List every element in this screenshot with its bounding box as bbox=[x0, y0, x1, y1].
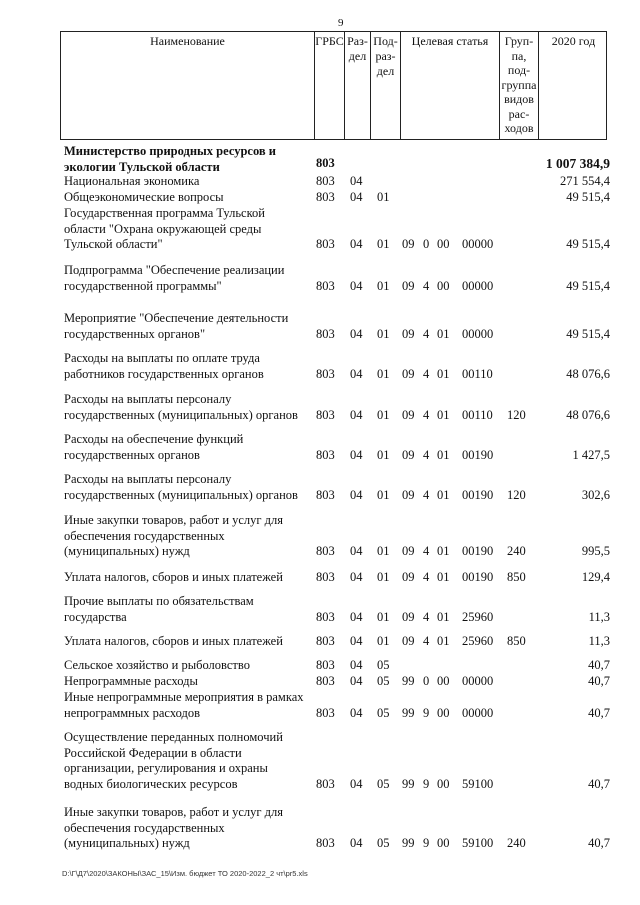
cell-name: Расходы на выплаты персоналу государственных (муниципальных) органов bbox=[64, 472, 298, 502]
cell-target-subprogram: 9 bbox=[423, 776, 430, 791]
cell-target-subprogram: 4 bbox=[423, 326, 430, 341]
cell-razdel: 04 bbox=[350, 544, 363, 558]
cell-target-event: 01 bbox=[437, 634, 450, 648]
cell-name: Министерство природных ресурсов и экологии Тульской области bbox=[64, 144, 276, 174]
cell-target-event: 01 bbox=[437, 326, 450, 341]
cell-amount: 40,7 bbox=[588, 658, 610, 672]
cell-podrazdel: 05 bbox=[377, 705, 390, 720]
cell-target-event: 01 bbox=[437, 487, 450, 502]
cell-target-event: 01 bbox=[437, 570, 450, 584]
cell-name: Подпрограмма "Обеспечение реализации государственной программы" bbox=[64, 263, 285, 293]
cell-amount: 49 515,4 bbox=[566, 326, 610, 341]
cell-amount: 49 515,4 bbox=[566, 190, 610, 204]
cell-name: Иные закупки товаров, работ и услуг для обеспечения государственных (муниципальных) нужд bbox=[64, 513, 284, 558]
cell-expense-type: 240 bbox=[507, 544, 526, 558]
cell-amount: 271 554,4 bbox=[560, 174, 610, 188]
cell-target-event: 00 bbox=[437, 776, 450, 791]
cell-target-direction: 00110 bbox=[462, 407, 493, 422]
cell-podrazdel: 01 bbox=[377, 447, 390, 462]
cell-target-event: 01 bbox=[437, 544, 450, 558]
cell-target-subprogram: 4 bbox=[423, 634, 430, 648]
cell-razdel: 04 bbox=[350, 836, 363, 850]
cell-razdel: 04 bbox=[350, 326, 363, 341]
cell-grbs: 803 bbox=[316, 366, 335, 381]
cell-amount: 49 515,4 bbox=[566, 237, 610, 251]
cell-target-subprogram: 4 bbox=[423, 407, 430, 422]
cell-target-event: 00 bbox=[437, 705, 450, 720]
cell-expense-type: 120 bbox=[507, 487, 526, 502]
cell-name: Иные непрограммные мероприятия в рамках непрограммных расходов bbox=[64, 690, 304, 720]
cell-razdel: 04 bbox=[350, 487, 363, 502]
cell-podrazdel: 05 bbox=[377, 776, 390, 791]
cell-name: Национальная экономика bbox=[64, 174, 200, 188]
cell-amount: 40,7 bbox=[588, 705, 610, 720]
cell-razdel: 04 bbox=[350, 278, 363, 293]
cell-name: Расходы на обеспечение функций государственных органов bbox=[64, 432, 244, 462]
cell-target-direction: 59100 bbox=[462, 836, 494, 850]
cell-grbs: 803 bbox=[316, 658, 335, 672]
cell-podrazdel: 01 bbox=[377, 487, 390, 502]
cell-amount: 995,5 bbox=[581, 544, 610, 558]
header-grbs: ГРБС bbox=[314, 32, 344, 139]
cell-grbs: 803 bbox=[316, 836, 335, 850]
cell-grbs: 803 bbox=[316, 776, 335, 791]
cell-grbs: 803 bbox=[316, 174, 335, 188]
cell-razdel: 04 bbox=[350, 658, 363, 672]
cell-amount: 48 076,6 bbox=[566, 407, 610, 422]
header-target: Целевая статья bbox=[400, 32, 499, 139]
cell-amount: 40,7 bbox=[588, 674, 610, 688]
cell-razdel: 04 bbox=[350, 190, 363, 204]
cell-target-program: 99 bbox=[402, 776, 415, 791]
cell-name: Уплата налогов, сборов и иных платежей bbox=[64, 570, 283, 584]
header-razdel: Раз- дел bbox=[344, 32, 370, 139]
cell-grbs: 803 bbox=[316, 190, 335, 204]
cell-target-event: 00 bbox=[437, 674, 450, 688]
cell-expense-type: 850 bbox=[507, 570, 526, 584]
cell-target-program: 09 bbox=[402, 447, 415, 462]
header-group: Груп- па, под- группа видов рас- ходов bbox=[499, 32, 538, 139]
cell-name: Общеэкономические вопросы bbox=[64, 190, 224, 204]
cell-razdel: 04 bbox=[350, 705, 363, 720]
cell-podrazdel: 01 bbox=[377, 326, 390, 341]
cell-podrazdel: 01 bbox=[377, 544, 390, 558]
cell-amount: 129,4 bbox=[581, 570, 610, 584]
cell-podrazdel: 01 bbox=[377, 407, 390, 422]
header-podrazdel: Под- раз- дел bbox=[370, 32, 400, 139]
cell-target-program: 09 bbox=[402, 366, 415, 381]
cell-razdel: 04 bbox=[350, 609, 363, 624]
cell-grbs: 803 bbox=[316, 487, 335, 502]
cell-target-direction: 00190 bbox=[462, 487, 494, 502]
cell-target-subprogram: 4 bbox=[423, 278, 430, 293]
cell-target-event: 01 bbox=[437, 447, 450, 462]
cell-target-direction: 00190 bbox=[462, 447, 494, 462]
cell-razdel: 04 bbox=[350, 634, 363, 648]
cell-target-direction: 59100 bbox=[462, 776, 494, 791]
cell-razdel: 04 bbox=[350, 174, 363, 188]
cell-grbs: 803 bbox=[316, 155, 335, 170]
cell-name: Осуществление переданных полномочий Российской Федерации в области организации, регулирования и охраны водных биологических ресурсов bbox=[64, 730, 283, 791]
cell-target-event: 00 bbox=[437, 237, 450, 251]
cell-amount: 48 076,6 bbox=[566, 366, 610, 381]
cell-target-subprogram: 0 bbox=[423, 674, 430, 688]
cell-target-event: 01 bbox=[437, 609, 450, 624]
cell-razdel: 04 bbox=[350, 407, 363, 422]
cell-podrazdel: 05 bbox=[377, 836, 390, 850]
cell-target-direction: 00000 bbox=[462, 237, 494, 251]
cell-amount: 40,7 bbox=[588, 776, 610, 791]
cell-target-direction: 00190 bbox=[462, 544, 494, 558]
cell-podrazdel: 01 bbox=[377, 609, 390, 624]
cell-target-program: 99 bbox=[402, 674, 415, 688]
cell-target-event: 00 bbox=[437, 836, 450, 850]
cell-podrazdel: 01 bbox=[377, 278, 390, 293]
cell-razdel: 04 bbox=[350, 447, 363, 462]
cell-target-program: 09 bbox=[402, 237, 415, 251]
cell-target-program: 09 bbox=[402, 407, 415, 422]
cell-target-subprogram: 9 bbox=[423, 705, 430, 720]
cell-razdel: 04 bbox=[350, 776, 363, 791]
cell-target-subprogram: 4 bbox=[423, 609, 430, 624]
cell-target-program: 09 bbox=[402, 544, 415, 558]
cell-razdel: 04 bbox=[350, 237, 363, 251]
cell-target-event: 01 bbox=[437, 407, 450, 422]
cell-target-event: 01 bbox=[437, 366, 450, 381]
cell-target-event: 00 bbox=[437, 278, 450, 293]
cell-name: Сельское хозяйство и рыболовство bbox=[64, 658, 250, 672]
cell-amount: 11,3 bbox=[588, 609, 610, 624]
cell-target-direction: 00110 bbox=[462, 366, 493, 381]
cell-target-subprogram: 9 bbox=[423, 836, 430, 850]
cell-podrazdel: 01 bbox=[377, 634, 390, 648]
cell-target-subprogram: 4 bbox=[423, 447, 430, 462]
cell-podrazdel: 05 bbox=[377, 658, 390, 672]
cell-podrazdel: 05 bbox=[377, 674, 390, 688]
header-name: Наименование bbox=[150, 34, 225, 48]
cell-target-direction: 00000 bbox=[462, 705, 494, 720]
cell-grbs: 803 bbox=[316, 447, 335, 462]
cell-podrazdel: 01 bbox=[377, 570, 390, 584]
cell-podrazdel: 01 bbox=[377, 366, 390, 381]
cell-amount: 1 427,5 bbox=[572, 447, 610, 462]
cell-podrazdel: 01 bbox=[377, 190, 390, 204]
cell-grbs: 803 bbox=[316, 544, 335, 558]
cell-expense-type: 850 bbox=[507, 634, 526, 648]
cell-amount: 49 515,4 bbox=[566, 278, 610, 293]
file-path-footer: D:\Г\Д7\2020\ЗАКОНЫ\ЗАС_15\Изм. бюджет ТО 2020-2022_2 чт\pr5.xls bbox=[62, 869, 308, 878]
cell-razdel: 04 bbox=[350, 366, 363, 381]
cell-grbs: 803 bbox=[316, 705, 335, 720]
cell-target-program: 09 bbox=[402, 609, 415, 624]
cell-target-subprogram: 0 bbox=[423, 237, 430, 251]
cell-razdel: 04 bbox=[350, 570, 363, 584]
cell-amount: 40,7 bbox=[588, 836, 610, 850]
cell-name: Государственная программа Тульской области "Охрана окружающей среды Тульской области" bbox=[64, 206, 265, 251]
cell-target-subprogram: 4 bbox=[423, 487, 430, 502]
header-year: 2020 год bbox=[538, 32, 608, 139]
cell-target-direction: 00000 bbox=[462, 278, 494, 293]
cell-amount: 1 007 384,9 bbox=[545, 155, 610, 171]
page-number: 9 bbox=[338, 17, 344, 29]
cell-target-direction: 00000 bbox=[462, 674, 494, 688]
cell-expense-type: 240 bbox=[507, 836, 526, 850]
cell-target-direction: 25960 bbox=[462, 609, 494, 624]
cell-grbs: 803 bbox=[316, 237, 335, 251]
cell-grbs: 803 bbox=[316, 326, 335, 341]
cell-target-direction: 00190 bbox=[462, 570, 494, 584]
cell-target-program: 09 bbox=[402, 570, 415, 584]
cell-name: Непрограммные расходы bbox=[64, 674, 198, 688]
cell-name: Мероприятие "Обеспечение деятельности государственных органов" bbox=[64, 311, 289, 341]
cell-target-subprogram: 4 bbox=[423, 544, 430, 558]
cell-grbs: 803 bbox=[316, 609, 335, 624]
cell-name: Иные закупки товаров, работ и услуг для обеспечения государственных (муниципальных) нужд bbox=[64, 805, 284, 850]
cell-name: Уплата налогов, сборов и иных платежей bbox=[64, 634, 283, 648]
cell-grbs: 803 bbox=[316, 407, 335, 422]
cell-grbs: 803 bbox=[316, 674, 335, 688]
cell-target-subprogram: 4 bbox=[423, 366, 430, 381]
cell-target-program: 09 bbox=[402, 634, 415, 648]
cell-razdel: 04 bbox=[350, 674, 363, 688]
cell-target-subprogram: 4 bbox=[423, 570, 430, 584]
cell-expense-type: 120 bbox=[507, 407, 526, 422]
cell-target-program: 09 bbox=[402, 278, 415, 293]
cell-target-program: 99 bbox=[402, 705, 415, 720]
cell-amount: 11,3 bbox=[588, 634, 610, 648]
cell-target-program: 09 bbox=[402, 487, 415, 502]
cell-podrazdel: 01 bbox=[377, 237, 390, 251]
cell-target-direction: 00000 bbox=[462, 326, 494, 341]
cell-target-program: 99 bbox=[402, 836, 415, 850]
cell-grbs: 803 bbox=[316, 634, 335, 648]
cell-name: Расходы на выплаты по оплате труда работников государственных органов bbox=[64, 351, 264, 381]
cell-target-program: 09 bbox=[402, 326, 415, 341]
cell-name: Прочие выплаты по обязательствам государства bbox=[64, 594, 254, 624]
cell-grbs: 803 bbox=[316, 278, 335, 293]
cell-amount: 302,6 bbox=[581, 487, 610, 502]
cell-grbs: 803 bbox=[316, 570, 335, 584]
cell-target-direction: 25960 bbox=[462, 634, 494, 648]
cell-name: Расходы на выплаты персоналу государственных (муниципальных) органов bbox=[64, 392, 298, 422]
